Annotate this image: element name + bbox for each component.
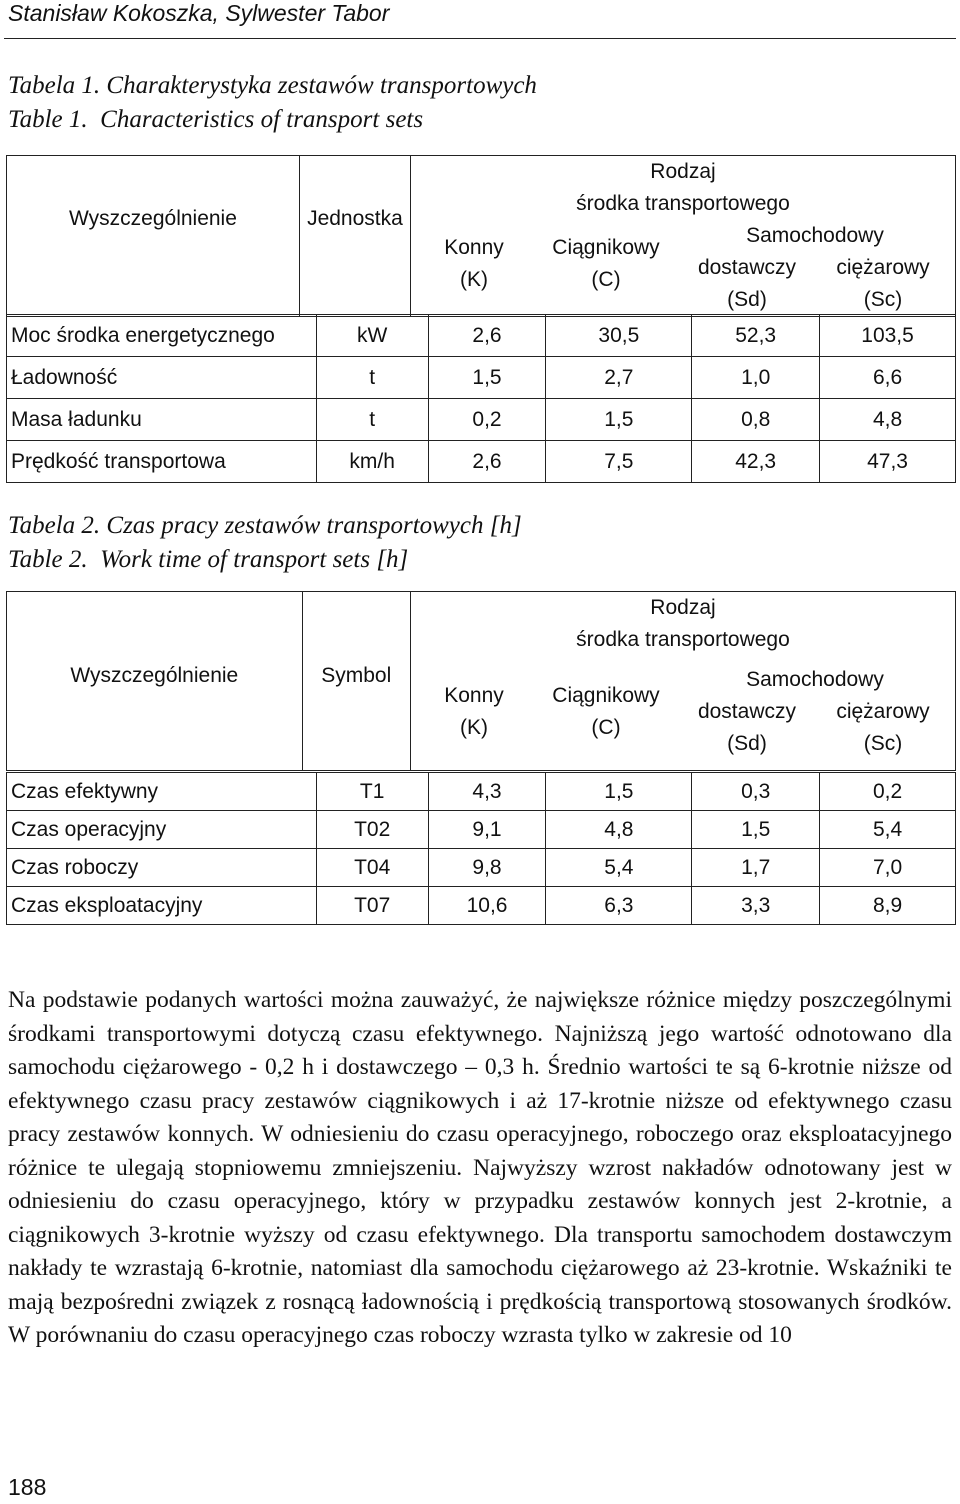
table1-header-unit xyxy=(299,156,410,317)
table-row xyxy=(7,811,956,849)
value-dostawczy: 0,3 xyxy=(692,773,820,811)
table2-header-konny xyxy=(415,656,533,770)
running-header-authors: Stanisław Kokoszka, Sylwester Tabor xyxy=(8,0,390,26)
value-konny: 10,6 xyxy=(428,887,546,925)
samochodowy-label: Samochodowy xyxy=(746,224,884,247)
ciagnikowy-abbr: (C) xyxy=(591,268,621,291)
value-konny: 4,3 xyxy=(428,773,546,811)
value-ciagnikowy: 1,5 xyxy=(546,773,692,811)
row-unit: t xyxy=(316,399,428,441)
ciezarowy-abbr: (Sc) xyxy=(863,732,903,755)
value-ciezarowy: 6,6 xyxy=(820,357,956,399)
row-label: Czas efektywny xyxy=(7,773,317,811)
table2-header-ciagnikowy xyxy=(533,656,679,770)
table1-header-samochodowy xyxy=(679,220,951,316)
table1-header-item-label: Wyszczególnienie xyxy=(69,207,237,230)
konny-abbr: (K) xyxy=(459,268,488,291)
table-row xyxy=(7,315,956,357)
row-label: Ładowność xyxy=(7,357,317,399)
value-dostawczy: 0,8 xyxy=(692,399,820,441)
table1-caption-en: Table 1. Characteristics of transport sets xyxy=(8,106,424,133)
value-ciezarowy: 47,3 xyxy=(820,441,956,483)
body-paragraph xyxy=(8,984,952,1353)
table1-caption-pl: Tabela 1. Charakterystyka zestawów transportowych xyxy=(8,72,537,99)
table2-header-group xyxy=(410,592,955,771)
table2-header-symbol-label: Symbol xyxy=(321,664,392,687)
row-symbol: T1 xyxy=(316,773,428,811)
value-konny: 9,1 xyxy=(428,811,546,849)
group-line1: Rodzaj xyxy=(650,596,716,619)
value-ciagnikowy: 4,8 xyxy=(546,811,692,849)
table2-header-item-label: Wyszczególnienie xyxy=(70,664,239,687)
table-row xyxy=(7,849,956,887)
ciagnikowy-abbr: (C) xyxy=(591,716,621,739)
table2-group-title xyxy=(415,592,951,656)
ciezarowy-label: ciężarowy xyxy=(836,256,930,279)
value-ciagnikowy: 7,5 xyxy=(546,441,692,483)
dostawczy-label: dostawczy xyxy=(697,256,796,279)
table-row xyxy=(7,399,956,441)
konny-abbr: (K) xyxy=(459,716,488,739)
konny-label: Konny xyxy=(444,684,504,707)
value-konny: 1,5 xyxy=(428,357,546,399)
value-konny: 9,8 xyxy=(428,849,546,887)
table2-caption-pl: Tabela 2. Czas pracy zestawów transportowych [h] xyxy=(8,512,522,539)
value-konny: 0,2 xyxy=(428,399,546,441)
table-row xyxy=(7,773,956,811)
konny-label: Konny xyxy=(444,236,504,259)
value-ciezarowy: 5,4 xyxy=(820,811,956,849)
header-divider xyxy=(4,38,956,39)
row-label: Czas operacyjny xyxy=(7,811,317,849)
table2-header-dostawczy xyxy=(679,696,815,760)
group-line2: środka transportowego xyxy=(576,192,790,215)
value-dostawczy: 1,0 xyxy=(692,357,820,399)
table2-header-item xyxy=(7,592,303,771)
table1-header-unit-label: Jednostka xyxy=(307,207,403,230)
table2 xyxy=(6,591,956,771)
row-symbol: T02 xyxy=(316,811,428,849)
row-label: Prędkość transportowa xyxy=(7,441,317,483)
table1-header-item xyxy=(7,156,300,317)
table1-header-group xyxy=(410,156,955,317)
value-dostawczy: 42,3 xyxy=(692,441,820,483)
page-number: 188 xyxy=(8,1474,47,1500)
table2-header-samochodowy xyxy=(679,656,951,770)
value-ciezarowy: 103,5 xyxy=(820,315,956,357)
value-dostawczy: 52,3 xyxy=(692,315,820,357)
table2-header-ciezarowy xyxy=(815,696,951,760)
row-label: Czas roboczy xyxy=(7,849,317,887)
value-dostawczy: 3,3 xyxy=(692,887,820,925)
value-ciezarowy: 0,2 xyxy=(820,773,956,811)
ciezarowy-label: ciężarowy xyxy=(836,700,930,723)
table1-header-ciagnikowy xyxy=(533,220,679,316)
table2-header-symbol xyxy=(302,592,410,771)
value-konny: 2,6 xyxy=(428,315,546,357)
table2-caption-en: Table 2. Work time of transport sets [h] xyxy=(8,546,409,573)
table1-header-dostawczy xyxy=(679,252,815,316)
table1-body xyxy=(6,314,956,483)
table2-header-row xyxy=(7,592,956,771)
row-unit: kW xyxy=(316,315,428,357)
samochodowy-label: Samochodowy xyxy=(746,668,884,691)
table2-body xyxy=(6,772,956,925)
row-symbol: T07 xyxy=(316,887,428,925)
row-unit: km/h xyxy=(316,441,428,483)
ciezarowy-abbr: (Sc) xyxy=(863,288,903,311)
dostawczy-label: dostawczy xyxy=(697,700,796,723)
dostawczy-abbr: (Sd) xyxy=(727,288,767,311)
row-label: Moc środka energetycznego xyxy=(7,315,317,357)
value-ciagnikowy: 1,5 xyxy=(546,399,692,441)
table-row xyxy=(7,441,956,483)
table1-header-konny xyxy=(415,220,533,316)
table1-header-ciezarowy xyxy=(815,252,951,316)
row-unit: t xyxy=(316,357,428,399)
table1-header-row xyxy=(7,156,956,317)
body-text: Na podstawie podanych wartości można zauważyć, że największe różnice między poszczególnymi środkami transportowymi dotyczą czasu efektywnego. Najniższą jego wartość odnotowano dla samochodu ciężarowego - 0,2 h i dostawczego – 0,3 h. Średnio wartości te są 6-krotnie niższe od efektywnego czasu pracy zestawów ciągnikowych i aż 17-krotnie niższe od efektywnego czasu pracy zestawów konnych. W odniesieniu do czasu operacyjnego, roboczego oraz eksploatacyjnego różnice te ulegają stopniowemu zmniejszeniu. Najwyższy wzrost nakładów odnotowany jest w odniesieniu do czasu operacyjnego, który w przypadku zestawów konnych jest 2-krotnie, a ciągnikowych 3-krotnie wyższy od czasu efektywnego. Dla transportu samochodem dostawczym nakłady te wzrastają 6-krotnie, natomiast dla samochodu ciężarowego aż 23-krotnie. Wskaźniki te mają bezpośredni związek z rosnącą ładownością i prędkością transportową stosowanych środków. W porównaniu do czasu operacyjnego czas roboczy wzrasta tylko w zakresie od 10 xyxy=(8,987,952,1348)
value-ciezarowy: 7,0 xyxy=(820,849,956,887)
value-dostawczy: 1,7 xyxy=(692,849,820,887)
value-dostawczy: 1,5 xyxy=(692,811,820,849)
row-label: Masa ładunku xyxy=(7,399,317,441)
table-row xyxy=(7,887,956,925)
row-symbol: T04 xyxy=(316,849,428,887)
table1-group-title xyxy=(415,156,951,220)
value-ciagnikowy: 2,7 xyxy=(546,357,692,399)
value-ciezarowy: 8,9 xyxy=(820,887,956,925)
value-ciagnikowy: 6,3 xyxy=(546,887,692,925)
group-line2: środka transportowego xyxy=(576,628,790,651)
table-row xyxy=(7,357,956,399)
group-line1: Rodzaj xyxy=(650,160,716,183)
row-label: Czas eksploatacyjny xyxy=(7,887,317,925)
table1 xyxy=(6,155,956,317)
ciagnikowy-label: Ciągnikowy xyxy=(552,236,660,259)
value-ciagnikowy: 5,4 xyxy=(546,849,692,887)
dostawczy-abbr: (Sd) xyxy=(727,732,767,755)
value-konny: 2,6 xyxy=(428,441,546,483)
value-ciagnikowy: 30,5 xyxy=(546,315,692,357)
value-ciezarowy: 4,8 xyxy=(820,399,956,441)
ciagnikowy-label: Ciągnikowy xyxy=(552,684,660,707)
